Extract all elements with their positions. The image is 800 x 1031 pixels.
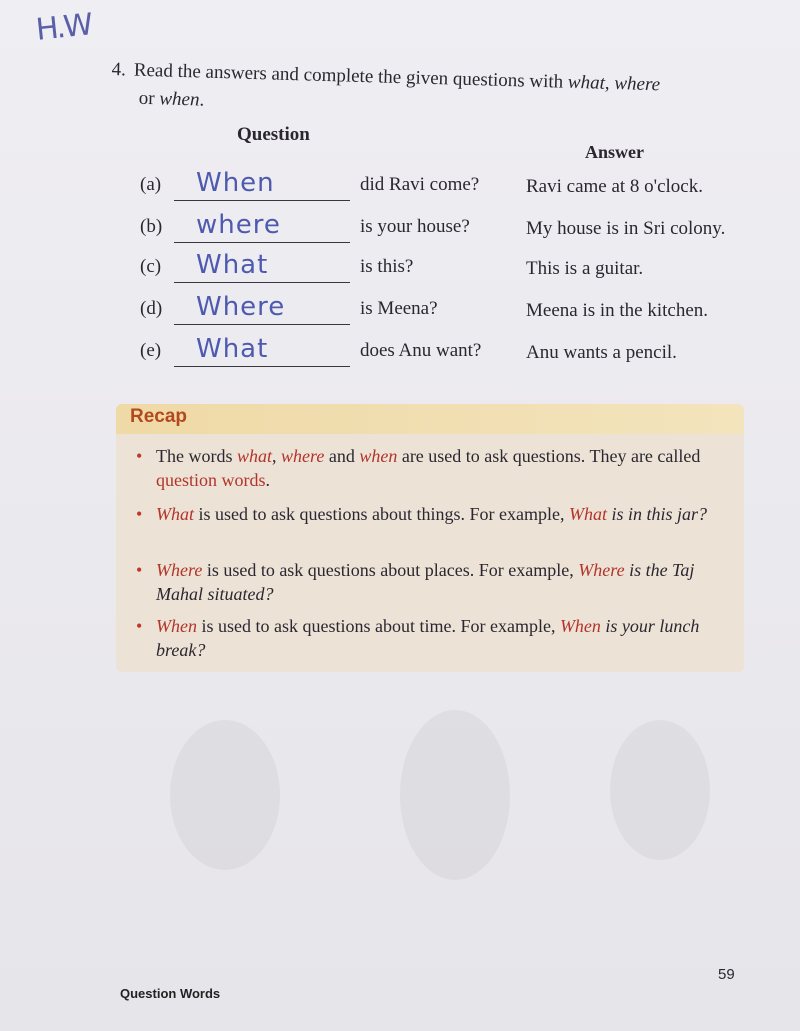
recap-text: is used to ask questions about places. For example, bbox=[202, 560, 579, 580]
recap-bullet-3 bbox=[136, 558, 726, 606]
exercise-row-c bbox=[140, 250, 750, 290]
highlight-word: what bbox=[236, 446, 272, 466]
handwritten-answer: Where bbox=[196, 292, 286, 322]
question-text: is this? bbox=[360, 256, 414, 277]
recap-box bbox=[116, 404, 744, 672]
recap-text: . bbox=[265, 470, 270, 490]
handwritten-answer: where bbox=[196, 210, 281, 240]
highlight-word: What bbox=[568, 504, 607, 524]
period-text: . bbox=[199, 89, 205, 111]
exercise-row-b bbox=[140, 210, 750, 250]
example-text: is in this jar? bbox=[606, 504, 707, 524]
highlight-word: where bbox=[281, 446, 325, 466]
recap-bullet-4 bbox=[136, 614, 726, 662]
word-where: where bbox=[614, 73, 661, 96]
or-text: or bbox=[138, 87, 160, 110]
question-column-header: Question bbox=[237, 124, 310, 145]
row-label: (e) bbox=[140, 340, 162, 361]
show-through-shape bbox=[400, 710, 510, 880]
question-text: did Ravi come? bbox=[360, 174, 480, 195]
answer-text: This is a guitar. bbox=[526, 258, 644, 279]
recap-text: and bbox=[324, 446, 360, 466]
word-when: when bbox=[159, 88, 200, 111]
handwritten-answer: What bbox=[196, 250, 269, 280]
recap-text: are used to ask questions. They are called bbox=[397, 446, 701, 466]
recap-bullet-2 bbox=[136, 502, 726, 526]
recap-title: Recap bbox=[130, 406, 188, 427]
highlight-word: When bbox=[156, 616, 197, 636]
recap-header-bar bbox=[116, 404, 744, 434]
exercise-row-e bbox=[140, 334, 750, 374]
row-label: (a) bbox=[140, 174, 162, 195]
bullet-dot-icon: • bbox=[136, 616, 143, 636]
answer-text: My house is in Sri colony. bbox=[526, 218, 726, 239]
recap-bullet-1 bbox=[136, 444, 726, 492]
recap-text: is used to ask questions about things. For example, bbox=[194, 504, 569, 524]
page-number: 59 bbox=[718, 966, 735, 983]
example-text: is your lunch break? bbox=[156, 616, 700, 660]
answer-text: Anu wants a pencil. bbox=[526, 342, 677, 363]
question-text: does Anu want? bbox=[360, 340, 482, 361]
exercise-number: 4. bbox=[111, 58, 127, 81]
comma-text: , bbox=[604, 72, 615, 95]
handwritten-answer: What bbox=[196, 334, 269, 364]
handwritten-homework-mark: H.W bbox=[34, 7, 93, 48]
highlight-word: when bbox=[359, 446, 398, 466]
row-label: (b) bbox=[140, 216, 163, 237]
highlight-word: What bbox=[156, 504, 194, 524]
blank-line bbox=[174, 200, 350, 201]
bullet-dot-icon: • bbox=[136, 560, 143, 580]
answer-column-header: Answer bbox=[585, 142, 644, 162]
blank-line bbox=[174, 282, 350, 283]
question-text: is your house? bbox=[360, 216, 470, 237]
blank-line bbox=[174, 366, 350, 367]
bullet-dot-icon: • bbox=[136, 446, 143, 466]
blank-line bbox=[174, 242, 350, 243]
blank-line bbox=[174, 324, 350, 325]
recap-text: is used to ask questions about time. For example, bbox=[196, 616, 560, 636]
recap-text: The words bbox=[156, 446, 237, 466]
answer-text: Meena is in the kitchen. bbox=[526, 300, 709, 321]
example-text: is the Taj Mahal situated? bbox=[156, 560, 695, 604]
exercise-instruction bbox=[110, 56, 751, 130]
instruction-text: Read the answers and complete the given questions with bbox=[133, 59, 569, 93]
bullet-dot-icon: • bbox=[136, 504, 143, 524]
recap-text: , bbox=[272, 446, 281, 466]
question-text: is Meena? bbox=[360, 298, 438, 319]
word-what: what bbox=[567, 71, 606, 94]
highlight-word: question words bbox=[156, 470, 266, 490]
row-label: (d) bbox=[140, 298, 163, 319]
chapter-footer: Question Words bbox=[120, 986, 221, 1001]
exercise-row-d bbox=[140, 292, 750, 332]
exercise-row-a bbox=[140, 168, 750, 208]
show-through-shape bbox=[170, 720, 280, 870]
highlight-word: Where bbox=[578, 560, 625, 580]
answer-text: Ravi came at 8 o'clock. bbox=[526, 176, 703, 197]
highlight-word: When bbox=[559, 616, 601, 636]
handwritten-answer: When bbox=[196, 168, 275, 198]
highlight-word: Where bbox=[156, 560, 203, 580]
show-through-shape bbox=[610, 720, 710, 860]
row-label: (c) bbox=[140, 256, 162, 277]
